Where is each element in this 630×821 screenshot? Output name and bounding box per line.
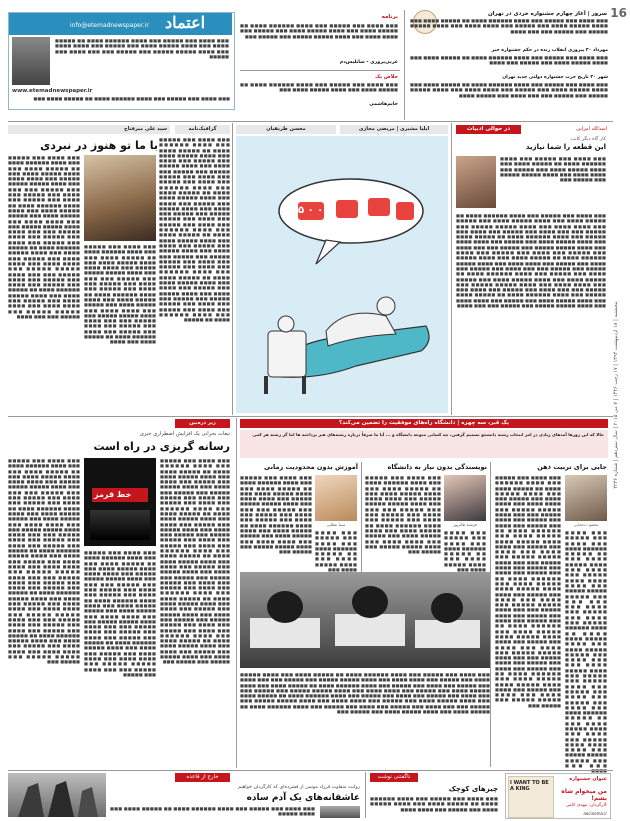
bottom-mid-photo (320, 806, 360, 818)
survey-col2-body-2: ■■■ ■■■■ ■■■ ■■■■■ ■■■ ■■■■ ■■■■■■ ■■■■ ■■ ■■■■■ ■■■■ ■■■ ■■■■ ■■■■■ ■■■■ ■■■ (444, 530, 486, 573)
interview-photo (84, 155, 156, 241)
literature-body-2: ■■■ ■■■■ ■■■ ■■■■■ ■■■ ■■■■ ■■■■■■ ■■■■ ■■ ■■■■■ ■■■■ ■■■ ■■■■ ■■■■■ ■■■■ ■■■ ■■■■■ ■■■ ■■■■ ■■■■ ■■■ ■■■■ ■■■■■ ■■■■■ ■■■ ■■■■■ ■■■ ■■■ ■■■■ ■■■ ■■■■■ ■■■ ■■■■ ■■■ ■■■■■ ■■■ ■■■■ ■■■■■■ ■■■■ ■■ ■■■■■ ■■■■ ■■■ ■■■■ ■■■■■ ■■■■ ■■■ ■■■■■ ■■■ ■■■■ ■■■■ ■■■ ■■■■ ■■■■■ ■■■■■ ■■■ ■■■■■ ■■■ ■■■ ■■■■ ■■■ ■■■■■ ■■■ ■■■■ ■■■ ■■■■■ ■■■ ■■■■ ■■■■■■ ■■■■ ■■ ■■■■■ ■■■■ ■■■ ■■■■ ■■■■■ ■■■■ ■■■ ■■■■■ ■■■ ■■■■ ■■■■ ■■■ ■■■■ ■■■■■ ■■■■■ ■■■ ■■■■■ ■■■ ■■■ ■■■■ ■■■ ■■■■■ ■■■ ■■■■ ■■■ ■■■■■ ■■■ ■■■■ ■■■■■■ ■■■■ ■■ ■■■■■ ■■■■ ■■■ ■■■■ ■■■■■ ■■■■ ■■■ ■■■■■ ■■■ ■■■■ ■■■■ ■■■ ■■■■ ■■■■■ ■■■■■ ■■■ ■■■■■ ■■■ ■■■ ■■■■ ■■■ ■■■■■ ■■■ ■■■■ ■■■ ■■■■■ ■■■ ■■■■ ■■■■■■ ■■■■ ■■ ■■■■■ ■■■■ ■■■ ■■■■ ■■■■■ ■■■■ ■■■ ■■■■■ ■■■ ■■■■ ■■■■ ■■■ ■■■■ ■■■■■ ■■■■■ ■■■ ■■■■■ ■■■ ■■■ ■■■■ (456, 213, 606, 309)
survey-col2-head: نویسندگی بدون نیاز به دانشگاه (387, 463, 487, 471)
film-ad-site: aecinema.ir (583, 811, 607, 816)
survey-col2-body: ■■■ ■■■■ ■■■ ■■■■■ ■■■ ■■■■ ■■■■■■ ■■■■ ■■ ■■■■■ ■■■■ ■■■ ■■■■ ■■■■■ ■■■■ ■■■ ■■■■■ ■■■ ■■■■ ■■■■ ■■■ ■■■■ ■■■■■ ■■■■■ ■■■ ■■■■■ ■■■ ■■■ ■■■■ ■■■ ■■■■■ ■■■ ■■■■ ■■■ ■■■■■ ■■■ ■■■■ ■■■■■■ ■■■■ ■■ ■■■■■ ■■■■ ■■■ ■■■■ ■■■■■ ■■■■ ■■■ ■■■■■ ■■■ ■■■■ ■■■■ ■■■ ■■■■ ■■■■■ ■■■■■ ■■■ ■■■■■ ■■■ (365, 475, 441, 555)
film-ad-line1: من میخوام شاه بشم! (561, 788, 607, 802)
bottom-kicker-mid: روایت متفاوت فرزاد موتمن از فشرده‌ای که کارگردان خواهیم (238, 785, 360, 790)
top-news-body: ■■■ ■■■■ ■■■ ■■■■■ ■■■ ■■■■ ■■■■■■ ■■■■ ■■ ■■■■■ ■■■■ ■■■ ■■■■ ■■■■■ ■■■■ ■■■ ■■■■■ ■■■ ■■■■ ■■■■ ■■■ ■■■■ ■■■■■ ■■■■■ ■■■ ■■■■■ ■■■ ■■■ ■■■■ (410, 18, 608, 34)
bottom-left-photo (8, 773, 106, 817)
cartoon-caption-left: محسن طریقیان (236, 125, 336, 134)
left-story-body-left: ■■■ ■■■■ ■■■ ■■■■■ ■■■ ■■■■ ■■■■■■ ■■■■ ■■ ■■■■■ ■■■■ ■■■ ■■■■ ■■■■■ ■■■■ ■■■ ■■■■■ ■■■ ■■■■ ■■■■ ■■■ ■■■■ ■■■■■ ■■■■■ ■■■ ■■■■■ ■■■ ■■■ ■■■■ ■■■ ■■■■■ ■■■ ■■■■ ■■■ ■■■■■ ■■■ ■■■■ ■■■■■■ ■■■■ ■■ ■■■■■ ■■■■ ■■■ ■■■■ ■■■■■ ■■■■ ■■■ ■■■■■ ■■■ ■■■■ ■■■■ ■■■ ■■■■ ■■■■■ ■■■■■ ■■■ ■■■■■ ■■■ ■■■ ■■■■ ■■■ ■■■■■ ■■■ ■■■■ ■■■ ■■■■■ ■■■ ■■■■ ■■■■■■ ■■■■ ■■ ■■■■■ ■■■■ ■■■ ■■■■ ■■■■■ ■■■■ ■■■ ■■■■■ ■■■ ■■■■ ■■■■ ■■■ ■■■■ ■■■■■ ■■■■■ ■■■ ■■■■■ ■■■ ■■■ ■■■■ ■■■ ■■■■■ ■■■ ■■■■ ■■■ ■■■■■ ■■■ ■■■■ ■■■■■■ ■■■■ ■■ ■■■■■ ■■■■ ■■■ ■■■■ ■■■■■ ■■■■ ■■■ ■■■■■ ■■■ ■■■■ ■■■■ ■■■ ■■■■ ■■■■■ ■■■■■ ■■■ ■■■■■ ■■■ ■■■ ■■■■ ■■■ ■■■■■ ■■■ ■■■■ ■■■ ■■■■■ ■■■ ■■■■ ■■■■■■ ■■■■ ■■ ■■■■■ ■■■■ ■■■ ■■■■ ■■■■■ ■■■■ ■■■ ■■■■■ ■■■ ■■■■ ■■■■ ■■■ ■■■■ ■■■■■ ■■■■■ ■■■ ■■■■■ ■■■ (8, 458, 80, 665)
bottom-label-mid: خارج از قاعده (175, 773, 230, 782)
survey-col1-body-2: ■■■ ■■■■ ■■■ ■■■■■ ■■■ ■■■■ ■■■■■■ ■■■■ ■■ ■■■■■ ■■■■ ■■■ ■■■■ ■■■■■ ■■■■ ■■■ ■■■■■ ■■■ ■■■■ ■■■■ ■■■ ■■■■ ■■■■■ ■■■■■ ■■■ ■■■■■ ■■■ ■■■ ■■■■ ■■■ ■■■■■ ■■■ ■■■■ ■■■ ■■■■■ ■■■ ■■■■ ■■■■■■ ■■■■ ■■ ■■■■■ ■■■■ ■■■ ■■■■ ■■■■■ ■■■■ ■■■ ■■■■■ ■■■ ■■■■ ■■■■ ■■■ ■■■■ ■■■■■ ■■■■■ ■■■ ■■■■■ ■■■ ■■■ ■■■■ ■■■ ■■■■■ ■■■ ■■■■ ■■■ ■■■■■ ■■■ ■■■■ ■■■■■■ ■■■■ ■■ ■■■■■ ■■■■ ■■■ ■■■■ ■■■■■ ■■■■ ■■■ ■■■■■ ■■■ ■■■■ ■■■■ ■■■ ■■■■ ■■■■■ ■■■■■ ■■■ ■■■■■ ■■■ ■■■ (565, 530, 607, 769)
survey-exam-photo (240, 572, 490, 668)
interview-body-right: ■■■ ■■■■ ■■■ ■■■■■ ■■■ ■■■■ ■■■■■■ ■■■■ ■■ ■■■■■ ■■■■ ■■■ ■■■■ ■■■■■ ■■■■ ■■■ ■■■■■ ■■■ ■■■■ ■■■■ ■■■ ■■■■ ■■■■■ ■■■■■ ■■■ ■■■■■ ■■■ ■■■ ■■■■ ■■■ ■■■■■ ■■■ ■■■■ ■■■ ■■■■■ ■■■ ■■■■ ■■■■■■ ■■■■ ■■ ■■■■■ ■■■■ ■■■ ■■■■ ■■■■■ ■■■■ ■■■ ■■■■■ ■■■ ■■■■ ■■■■ ■■■ ■■■■ ■■■■■ ■■■■■ ■■■ ■■■■■ ■■■ ■■■ ■■■■ ■■■ ■■■■■ ■■■ ■■■■ ■■■ ■■■■■ ■■■ ■■■■ ■■■■■■ ■■■■ ■■ ■■■■■ ■■■■ ■■■ ■■■■ ■■■■■ ■■■■ ■■■ ■■■■■ ■■■ ■■■■ ■■■■ ■■■ ■■■■ ■■■■■ ■■■■■ ■■■ ■■■■■ ■■■ ■■■ ■■■■ ■■■ ■■■■■ ■■■ ■■■■ ■■■ ■■■■■ ■■■ ■■■■ ■■■■■■ ■■■■ ■■ ■■■■■ ■■■■ ■■■ ■■■■ ■■■■■ ■■■■ ■■■ ■■■■■ ■■■ ■■■■ ■■■■ ■■■ ■■■■ ■■■■■ ■■■■■ ■■■ ■■■■■ ■■■ ■■■ ■■■■ ■■■ ■■■■■ ■■■ ■■■■ ■■■ ■■■■■ ■■■ ■■■■ ■■■■■■ ■■■■ ■■ ■■■■■ (159, 137, 230, 323)
survey-col1-head: جایی برای تربیت ذهن (537, 463, 607, 471)
survey-col2-photo (444, 475, 486, 521)
literature-author-photo (456, 156, 496, 208)
survey-col1-caption: محمود ده‌خدایی (573, 522, 599, 527)
bottom-head-mid: عاشقانه‌های یک آدم ساده (246, 793, 360, 803)
barnameh-title: برنامه (381, 14, 398, 20)
cartoon-illustration (236, 136, 448, 413)
interview-body-mid: ■■■ ■■■■ ■■■ ■■■■■ ■■■ ■■■■ ■■■■■■ ■■■■ ■■ ■■■■■ ■■■■ ■■■ ■■■■ ■■■■■ ■■■■ ■■■ ■■■■■ ■■■ ■■■■ ■■■■ ■■■ ■■■■ ■■■■■ ■■■■■ ■■■ ■■■■■ ■■■ ■■■ ■■■■ ■■■ ■■■■■ ■■■ ■■■■ ■■■ ■■■■■ ■■■ ■■■■ ■■■■■■ ■■■■ ■■ ■■■■■ ■■■■ ■■■ ■■■■ ■■■■■ ■■■■ ■■■ ■■■■■ ■■■ ■■■■ ■■■■ ■■■ ■■■■ ■■■■■ ■■■■■ ■■■ ■■■■■ ■■■ ■■■ ■■■■ ■■■ ■■■■■ ■■■ ■■■■ ■■■ ■■■■■ ■■■ ■■■■ ■■■■■■ ■■■■ ■■ ■■■■■ ■■■■ ■■■ ■■■■ (84, 244, 156, 345)
barnameh-body-2: ■■■ ■■■■ ■■■ ■■■■■ ■■■ ■■■■ ■■■■■■ ■■■■ ■■ ■■■■■ ■■■■ ■■■ ■■■■ ■■■■■ ■■■■ ■■■ (240, 82, 398, 93)
masthead-footer: ■■■ ■■■■ ■■■ ■■■■■ ■■■ ■■■■ ■■■■■■ ■■■■ ■■ ■■■■■ ■■■■ ■■■ (33, 96, 230, 101)
left-story-body-right: ■■■ ■■■■ ■■■ ■■■■■ ■■■ ■■■■ ■■■■■■ ■■■■ ■■ ■■■■■ ■■■■ ■■■ ■■■■ ■■■■■ ■■■■ ■■■ ■■■■■ ■■■ ■■■■ ■■■■ ■■■ ■■■■ ■■■■■ ■■■■■ ■■■ ■■■■■ ■■■ ■■■ ■■■■ ■■■ ■■■■■ ■■■ ■■■■ ■■■ ■■■■■ ■■■ ■■■■ ■■■■■■ ■■■■ ■■ ■■■■■ ■■■■ ■■■ ■■■■ ■■■■■ ■■■■ ■■■ ■■■■■ ■■■ ■■■■ ■■■■ ■■■ ■■■■ ■■■■■ ■■■■■ ■■■ ■■■■■ ■■■ ■■■ ■■■■ ■■■ ■■■■■ ■■■ ■■■■ ■■■ ■■■■■ ■■■ ■■■■ ■■■■■■ ■■■■ ■■ ■■■■■ ■■■■ ■■■ ■■■■ ■■■■■ ■■■■ ■■■ ■■■■■ ■■■ ■■■■ ■■■■ ■■■ ■■■■ ■■■■■ ■■■■■ ■■■ ■■■■■ ■■■ ■■■ ■■■■ ■■■ ■■■■■ ■■■ ■■■■ ■■■ ■■■■■ ■■■ ■■■■ ■■■■■■ ■■■■ ■■ ■■■■■ ■■■■ ■■■ ■■■■ ■■■■■ ■■■■ ■■■ ■■■■■ ■■■ ■■■■ ■■■■ ■■■ ■■■■ ■■■■■ ■■■■■ ■■■ ■■■■■ ■■■ ■■■ ■■■■ ■■■ ■■■■■ ■■■ ■■■■ ■■■ ■■■■■ ■■■ ■■■■ ■■■■■■ ■■■■ ■■ ■■■■■ ■■■■ ■■■ ■■■■ ■■■■■ ■■■■ ■■■ ■■■■■ ■■■ ■■■■ ■■■■ ■■■ ■■■■ ■■■■■ ■■■■■ ■■■ ■■■■■ ■■■ (160, 458, 230, 665)
survey-col3-photo (315, 475, 357, 521)
barnameh-title-2: خلاص یک (375, 74, 398, 80)
film-ad-line2: کارگردان: مهدی کامی (565, 803, 607, 808)
masthead-credits: ■■■ ■■■■ ■■■ ■■■■■ ■■■ ■■■■ ■■■■■■ ■■■■ ■■ ■■■■■ ■■■■ ■■■ ■■■■ ■■■■■ ■■■■ ■■■ ■■■■■ ■■■ ■■■■ ■■■■ ■■■ ■■■■ ■■■■■ ■■■■■ ■■■ ■■■■■ ■■■ ■■■ ■■■■ ■■■ ■■■■■ (55, 38, 229, 59)
left-story-label: زیر ذره‌بین (175, 419, 230, 428)
bottom-label-right: ناگفتنی نوشت (370, 773, 418, 782)
barnameh-body: ■■■ ■■■■ ■■■ ■■■■■ ■■■ ■■■■ ■■■■■■ ■■■■ ■■ ■■■■■ ■■■■ ■■■ ■■■■ ■■■■■ ■■■■ ■■■ ■■■■■ ■■■ ■■■■ ■■■■ ■■■ ■■■■ ■■■■■ ■■■■■ ■■■ ■■■■■ ■■■ (240, 23, 398, 39)
survey-col3-head: آموزش بدون محدودیت زمانی (264, 463, 358, 471)
literature-label: در حوالی ادبیات (456, 125, 521, 134)
top-news-body-2: ■■■ ■■■■ ■■■ ■■■■■ ■■■ ■■■■ ■■■■■■ ■■■■ ■■ ■■■■■ ■■■■ ■■■ ■■■■ ■■■■■ ■■■■ ■■■ ■■■■■ ■■■ ■■■■ (410, 55, 608, 66)
literature-sublabel: اسدالله امرایی (576, 126, 607, 132)
interview-label: گرافیک‌نامه (175, 125, 230, 134)
left-story-kicker: تبعات بحرانی یک افزایش اضطراری خبری (139, 431, 230, 437)
film-ad-poster-title: I WANT TO BE A KING (510, 780, 549, 792)
masthead-thumb (12, 37, 50, 85)
literature-body: ■■■ ■■■■ ■■■ ■■■■■ ■■■ ■■■■ ■■■■■■ ■■■■ ■■ ■■■■■ ■■■■ ■■■ ■■■■ ■■■■■ ■■■■ ■■■ ■■■■■ ■■■ ■■■■ ■■■■ ■■■ ■■■■ ■■■■■ ■■■■■ ■■■ ■■■■■ ■■■ (500, 156, 606, 183)
survey-col1-photo (565, 475, 607, 521)
survey-lead: حالا که این روزها آمدهای زیادی در امر انتخاب رشته دانشجو تصمیم گرفتن، چه کسانی متوجه دانشگاه و ... آیا ما صرفاً درباره رشته‌های هنر پرداخته ها اما گر رشته هر کمی (252, 432, 604, 437)
bottom-body-mid: ■■■ ■■■■ ■■■ ■■■■■ ■■■ ■■■■ ■■■■■■ ■■■■ ■■ ■■■■■ ■■■■ ■■■ ■■■■ ■■■■■ (110, 806, 315, 817)
literature-headline: این قطعه را شما نیازید (525, 143, 606, 151)
masthead-logo: اعتماد (165, 13, 206, 32)
survey-col2-caption: فرشته طائرپور (453, 522, 477, 527)
left-story-ad-image (84, 458, 156, 546)
top-news-body-3: ■■■ ■■■■ ■■■ ■■■■■ ■■■ ■■■■ ■■■■■■ ■■■■ ■■ ■■■■■ ■■■■ ■■■ ■■■■ ■■■■■ ■■■■ ■■■ ■■■■■ ■■■ ■■■■ ■■■■ ■■■ ■■■■ ■■■■■ ■■■■■ ■■■ ■■■■■ ■■■ ■■■ ■■■■ ■■■ ■■■■■ ■■■■ (410, 82, 608, 98)
left-story-headline: رسانه گریزی در راه است (93, 440, 230, 453)
barnameh-author-2: خانم‌هاشمی (369, 102, 398, 107)
top-news-bullet-3: شهر ۳۰ تاریخ حزب جشنواره دولتی جدید تهران (502, 75, 608, 80)
left-story-ad-text: خط قرمز (94, 490, 132, 499)
top-news-bullet-1: سرور | آغاز چهارم جشنواره خردی در تهران (487, 11, 607, 17)
bottom-body-right: ■■■ ■■■■ ■■■ ■■■■■ ■■■ ■■■■ ■■■■■■ ■■■■ ■■ ■■■■■ ■■■■ ■■■ ■■■■ ■■■■■ ■■■■ ■■■ ■■■■■ ■■■ ■■■■ ■■■■ (370, 796, 498, 812)
film-ad-title: عنوان جشنواره (569, 776, 607, 782)
masthead-email: info@etemadnewspaper.ir (70, 22, 149, 29)
left-story-body-mid: ■■■ ■■■■ ■■■ ■■■■■ ■■■ ■■■■ ■■■■■■ ■■■■ ■■ ■■■■■ ■■■■ ■■■ ■■■■ ■■■■■ ■■■■ ■■■ ■■■■■ ■■■ ■■■■ ■■■■ ■■■ ■■■■ ■■■■■ ■■■■■ ■■■ ■■■■■ ■■■ ■■■ ■■■■ ■■■ ■■■■■ ■■■ ■■■■ ■■■ ■■■■■ ■■■ ■■■■ ■■■■■■ ■■■■ ■■ ■■■■■ ■■■■ ■■■ ■■■■ ■■■■■ ■■■■ ■■■ ■■■■■ ■■■ ■■■■ ■■■■ ■■■ ■■■■ ■■■■■ ■■■■■ ■■■ ■■■■■ ■■■ ■■■ ■■■■ ■■■ ■■■■■ ■■■ ■■■■ ■■■ ■■■■■ ■■■ ■■■■ ■■■■■■ ■■■■ ■■ ■■■■■ ■■■■ ■■■ ■■■■ ■■■■■ ■■■■ ■■■ ■■■■■ ■■■ ■■■■ ■■■■ ■■■ ■■■■ ■■■■■ ■■■■■ ■■■ ■■■■■ ■■■ ■■■ ■■■■ ■■■ ■■■■■ (84, 550, 156, 677)
page-number: 16 (610, 6, 627, 20)
bottom-head-right: چیزهای کوچک (448, 785, 498, 793)
survey-col3-caption: سینا عطایی (326, 522, 346, 527)
cartoon-caption-right: ایلیا مشیری | مریضی مجازی (340, 125, 448, 134)
survey-bottom-body: ■■■ ■■■■ ■■■ ■■■■■ ■■■ ■■■■ ■■■■■■ ■■■■ ■■ ■■■■■ ■■■■ ■■■ ■■■■ ■■■■■ ■■■■ ■■■ ■■■■■ ■■■ ■■■■ ■■■■ ■■■ ■■■■ ■■■■■ ■■■■■ ■■■ ■■■■■ ■■■ ■■■ ■■■■ ■■■ ■■■■■ ■■■ ■■■■ ■■■ ■■■■■ ■■■ ■■■■ ■■■■■■ ■■■■ ■■ ■■■■■ ■■■■ ■■■ ■■■■ ■■■■■ ■■■■ ■■■ ■■■■■ ■■■ ■■■■ ■■■■ ■■■ ■■■■ ■■■■■ ■■■■■ ■■■ ■■■■■ ■■■ ■■■ ■■■■ ■■■ ■■■■■ ■■■ ■■■■ ■■■ ■■■■■ ■■■ ■■■■ ■■■■■■ ■■■■ ■■ ■■■■■ ■■■■ ■■■ ■■■■ ■■■■■ ■■■■ ■■■ ■■■■■ ■■■ ■■■■ ■■■■ ■■■ ■■■■ ■■■■■ ■■■■■ ■■■ ■■■■■ ■■■ ■■■ ■■■■ ■■■ ■■■■■ ■■■ ■■■■ ■■■ ■■■■■ ■■■ ■■■■ ■■■■■■ ■■■■ ■■ ■■■■■ ■■■■ ■■■ ■■■■ ■■■■■ ■■■■ ■■■ ■■■■■ ■■■ (240, 672, 490, 715)
survey-col3-body-2: ■■■ ■■■■ ■■■ ■■■■■ ■■■ ■■■■ ■■■■■■ ■■■■ ■■ ■■■■■ ■■■■ ■■■ ■■■■ ■■■■■ ■■■■ ■■■ (315, 530, 357, 573)
barnameh-author: عربی‌پروری - ساتلیس‌دم (339, 60, 398, 65)
survey-banner: یک قبر، سه چهره | دانشگاه راه‌های موفقیت را تضمین می‌کند؟ (240, 419, 608, 428)
film-ad (505, 773, 611, 819)
survey-col3-body: ■■■ ■■■■ ■■■ ■■■■■ ■■■ ■■■■ ■■■■■■ ■■■■ ■■ ■■■■■ ■■■■ ■■■ ■■■■ ■■■■■ ■■■■ ■■■ ■■■■■ ■■■ ■■■■ ■■■■ ■■■ ■■■■ ■■■■■ ■■■■■ ■■■ ■■■■■ ■■■ ■■■ ■■■■ ■■■ ■■■■■ ■■■ ■■■■ ■■■ ■■■■■ ■■■ ■■■■ ■■■■■■ ■■■■ ■■ ■■■■■ ■■■■ ■■■ ■■■■ ■■■■■ ■■■■ ■■■ ■■■■■ ■■■ ■■■■ ■■■■ ■■■ ■■■■ ■■■■■ ■■■■■ ■■■ ■■■■■ ■■■ (240, 475, 312, 555)
survey-col1-body: ■■■ ■■■■ ■■■ ■■■■■ ■■■ ■■■■ ■■■■■■ ■■■■ ■■ ■■■■■ ■■■■ ■■■ ■■■■ ■■■■■ ■■■■ ■■■ ■■■■■ ■■■ ■■■■ ■■■■ ■■■ ■■■■ ■■■■■ ■■■■■ ■■■ ■■■■■ ■■■ ■■■ ■■■■ ■■■ ■■■■■ ■■■ ■■■■ ■■■ ■■■■■ ■■■ ■■■■ ■■■■■■ ■■■■ ■■ ■■■■■ ■■■■ ■■■ ■■■■ ■■■■■ ■■■■ ■■■ ■■■■■ ■■■ ■■■■ ■■■■ ■■■ ■■■■ ■■■■■ ■■■■■ ■■■ ■■■■■ ■■■ ■■■ ■■■■ ■■■ ■■■■■ ■■■ ■■■■ ■■■ ■■■■■ ■■■ ■■■■ ■■■■■■ ■■■■ ■■ ■■■■■ ■■■■ ■■■ ■■■■ ■■■■■ ■■■■ ■■■ ■■■■■ ■■■ ■■■■ ■■■■ ■■■ ■■■■ ■■■■■ ■■■■■ ■■■ ■■■■■ ■■■ ■■■ ■■■■ ■■■ ■■■■■ ■■■ ■■■■ ■■■ ■■■■■ ■■■ ■■■■ ■■■■■■ ■■■■ ■■ ■■■■■ ■■■■ ■■■ ■■■■ ■■■■■ ■■■■ ■■■ ■■■■■ ■■■ ■■■■ ■■■■ ■■■ ■■■■ ■■■■■ ■■■■■ ■■■ ■■■■■ ■■■ ■■■ ■■■■ ■■■ ■■■■■ ■■■ ■■■■ ■■■ ■■■■■ ■■■ ■■■■ ■■■■■■ ■■■■ ■■ ■■■■■ ■■■■ ■■■ ■■■■ ■■■■■ ■■■■ ■■■ ■■■■■ ■■■ ■■■■ ■■■■ ■■■ ■■■■ ■■■■■ ■■■■■ ■■■ ■■■■■ ■■■ (495, 475, 561, 708)
dateline: پنجشنبه | ۱۸ اردیبهشت ۱۳۹۴ | ۱۷ رجب ۱۴۳۶ | ۷ می ۲۰۱۵ | سال سیزدهم | شماره ۳۲۳۶ (613, 301, 619, 489)
interview-body-left: ■■■ ■■■■ ■■■ ■■■■■ ■■■ ■■■■ ■■■■■■ ■■■■ ■■ ■■■■■ ■■■■ ■■■ ■■■■ ■■■■■ ■■■■ ■■■ ■■■■■ ■■■ ■■■■ ■■■■ ■■■ ■■■■ ■■■■■ ■■■■■ ■■■ ■■■■■ ■■■ ■■■ ■■■■ ■■■ ■■■■■ ■■■ ■■■■ ■■■ ■■■■■ ■■■ ■■■■ ■■■■■■ ■■■■ ■■ ■■■■■ ■■■■ ■■■ ■■■■ ■■■■■ ■■■■ ■■■ ■■■■■ ■■■ ■■■■ ■■■■ ■■■ ■■■■ ■■■■■ ■■■■■ ■■■ ■■■■■ ■■■ ■■■ ■■■■ ■■■ ■■■■■ ■■■ ■■■■ ■■■ ■■■■■ ■■■ ■■■■ ■■■■■■ ■■■■ ■■ ■■■■■ ■■■■ ■■■ ■■■■ ■■■■■ ■■■■ ■■■ ■■■■■ ■■■ ■■■■ ■■■■ ■■■ ■■■■ ■■■■■ ■■■■■ ■■■ ■■■■■ ■■■ ■■■ ■■■■ ■■■ ■■■■■ ■■■ ■■■■ ■■■ ■■■■■ ■■■ ■■■■ ■■■■■■ ■■■■ ■■ ■■■■■ ■■■■ ■■■ ■■■■ ■■■■■ ■■■■ ■■■ ■■■■■ ■■■ ■■■■ ■■■■ ■■■ ■■■■ ■■■■■ ■■■■■ ■■■ ■■■■■ ■■■ ■■■ ■■■■ (8, 155, 80, 319)
literature-intro: کار گاه دیگر کاتب (570, 137, 606, 142)
cartoon-bubble-text: ۵ ۰ ۰ (298, 205, 324, 216)
top-news-bullet-2: مهرداد ۳۰ پیروزی انقلاب زنده در حکم جشنواره خبر (491, 48, 608, 53)
interview-headline: با ما تو هنوز در نبردی (40, 139, 158, 152)
interview-author: سید علی میرفتاح (8, 125, 170, 134)
masthead-website: www.etemadnewspaper.ir (12, 88, 93, 94)
